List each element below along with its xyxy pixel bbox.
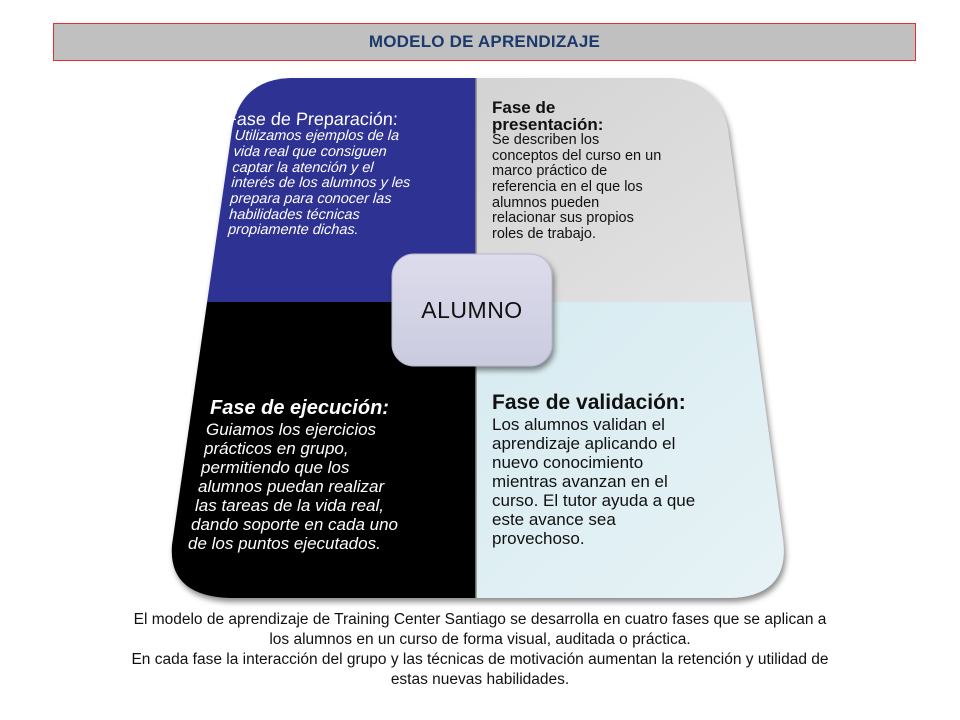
text-line: marco práctico de <box>492 163 608 180</box>
text-line: provechoso. <box>492 528 585 548</box>
text-line: vida real que consiguen <box>233 144 388 161</box>
text-line: nuevo conocimiento <box>492 452 644 472</box>
text-line: Utilizamos ejemplos de la <box>234 128 400 145</box>
text-line: interés de los alumnos y les <box>230 175 411 192</box>
phase-heading: Fase de ejecución: <box>210 397 389 419</box>
text-line: este avance sea <box>492 509 616 529</box>
phase-heading: Fase de Preparación: <box>225 109 399 129</box>
phase-description <box>492 133 722 243</box>
text-line: roles de trabajo. <box>492 225 596 242</box>
phase-validacion <box>492 392 782 548</box>
text-line: de los puntos ejecutados. <box>188 533 381 553</box>
text-line: relacionar sus propios <box>492 210 634 227</box>
caption-line: los alumnos en un curso de forma visual, auditada o práctica. <box>269 631 691 649</box>
heading-line: presentación: <box>492 115 604 134</box>
caption-line: estas nuevas habilidades. <box>390 671 570 689</box>
text-line: conceptos del curso en un <box>492 147 662 164</box>
caption-line: El modelo de aprendizaje de Training Center Santiago se desarrolla en cuatro fases que se aplican a <box>133 611 827 628</box>
text-line: prepara para conocer las <box>229 191 393 208</box>
phase-heading: Fase de validación: <box>492 391 686 414</box>
text-line: prácticos en grupo, <box>204 438 349 458</box>
text-line: alumnos puedan realizar <box>198 476 385 496</box>
text-line: las tareas de la vida real, <box>195 495 384 515</box>
phase-preparacion <box>217 110 476 239</box>
phase-description <box>188 420 473 553</box>
text-line: Se describen los <box>492 132 600 148</box>
page-title: MODELO DE APRENDIZAJE <box>368 32 601 51</box>
text-line: alumnos pueden <box>492 194 600 211</box>
text-line: referencia en el que los <box>492 178 643 195</box>
text-line: permitiendo que los <box>201 457 350 477</box>
phase-description <box>227 129 475 239</box>
caption-line: En cada fase la interacción del grupo y las técnicas de motivación aumentan la retención y utilidad de <box>131 651 829 669</box>
text-line: habilidades técnicas <box>228 206 361 223</box>
caption <box>40 610 920 691</box>
text-line: propiamente dichas. <box>227 222 360 239</box>
phase-ejecucion <box>188 398 473 553</box>
heading-line: Fase de <box>492 98 556 117</box>
phase-presentacion <box>492 99 722 243</box>
center-label-alumno: ALUMNO <box>421 296 523 323</box>
text-line: captar la atención y el <box>231 159 375 176</box>
text-line: Guiamos los ejercicios <box>206 419 377 439</box>
text-line: aprendizaje aplicando el <box>492 433 676 453</box>
text-line: mientras avanzan en el <box>492 471 668 491</box>
phase-description <box>492 415 782 548</box>
text-line: dando soporte en cada uno <box>191 514 399 534</box>
phase-heading <box>492 99 722 133</box>
text-line: curso. El tutor ayuda a que <box>492 490 696 510</box>
text-line: Los alumnos validan el <box>492 414 665 434</box>
